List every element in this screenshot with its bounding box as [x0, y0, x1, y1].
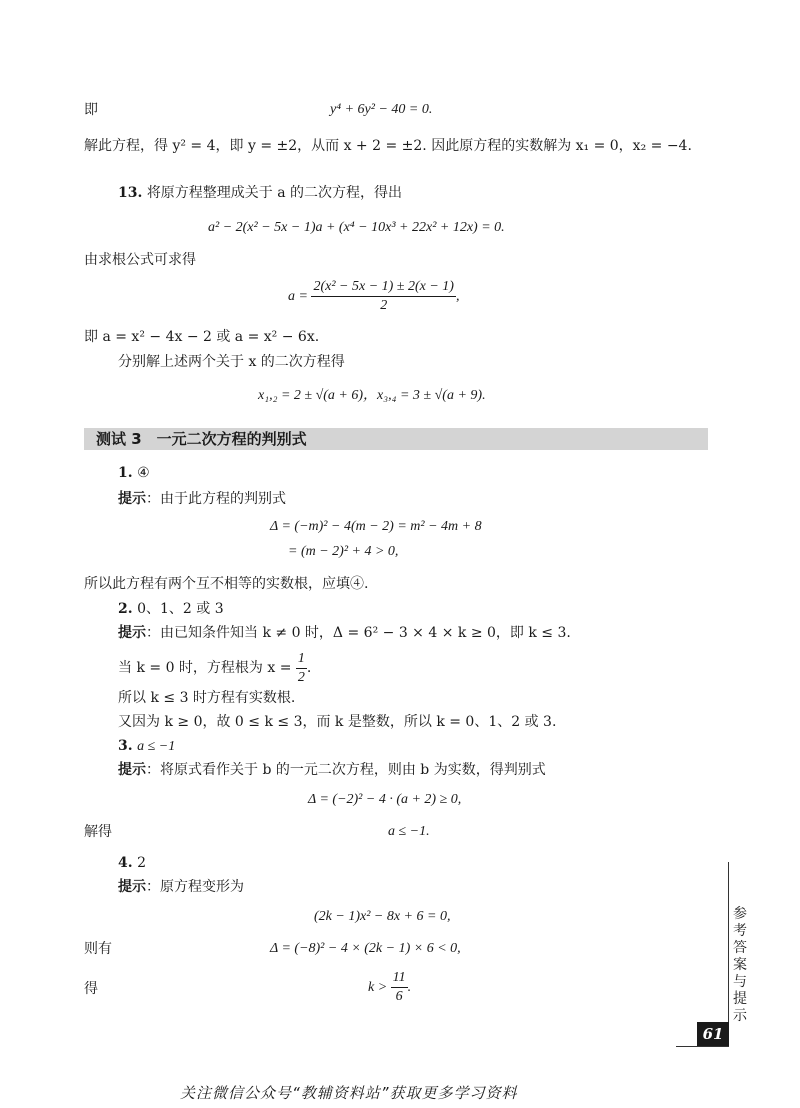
page-number: 61 — [697, 1022, 729, 1046]
solve-separately-text: 分别解上述两个关于 x 的二次方程得 — [118, 354, 345, 370]
q4-get-label: 得 — [84, 981, 98, 997]
quadratic-formula — [288, 277, 459, 317]
hint-label: 提示 — [118, 762, 146, 778]
equation-y: y⁴ + 6y² − 40 = 0. — [330, 102, 433, 117]
q3-hint — [118, 760, 546, 780]
sidebar-divider — [728, 862, 729, 1042]
sidebar-chapter-label: 参考答案与提示 — [733, 906, 747, 1024]
q1-hint — [118, 489, 286, 509]
question-number: 3. — [118, 738, 133, 754]
hint-label: 提示 — [118, 491, 146, 507]
q2-hint — [118, 623, 571, 643]
hint-text: ：由于此方程的判别式 — [146, 491, 286, 507]
label-ji: 即 — [84, 102, 98, 118]
answer-value: 2 — [137, 855, 146, 871]
answer-value: 0、1、2 或 3 — [137, 601, 224, 617]
fraction-numerator: 11 — [391, 969, 408, 988]
q4-transformed-equation: (2k − 1)x² − 8x + 6 = 0, — [314, 909, 451, 924]
q4-answer — [118, 853, 146, 873]
quadratic-in-a: a² − 2(x² − 5x − 1)a + (x⁴ − 10x³ + 22x² + 12x) = 0. — [208, 220, 505, 235]
fraction — [296, 650, 307, 687]
solution-text: 解此方程，得 y² = 4，即 y = ±2，从而 x + 2 = ±2. 因此原方程的实数解为 x₁ = 0，x₂ = −4. — [84, 138, 692, 154]
section-title: 测试 3 一元二次方程的判别式 — [96, 430, 307, 448]
q3-discriminant: Δ = (−2)² − 4 · (a + 2) ≥ 0, — [308, 792, 462, 807]
fraction-denominator: 2 — [380, 298, 388, 314]
problem-number: 13. — [118, 185, 143, 201]
fraction-denominator: 2 — [297, 669, 305, 685]
fraction — [391, 969, 408, 1006]
question-number: 4. — [118, 855, 133, 871]
fraction-numerator: 2(x² − 5x − 1) ± 2(x − 1) — [311, 278, 456, 297]
fraction — [311, 278, 456, 315]
problem-13-intro — [118, 183, 402, 203]
q4-then-label: 则有 — [84, 941, 112, 957]
q1-answer — [118, 463, 150, 483]
formula-lhs: a = — [288, 289, 308, 304]
footer-watermark: 关注微信公众号“教辅资料站”获取更多学习资料 — [180, 1084, 518, 1102]
question-number: 1. — [118, 465, 133, 481]
text-after-fraction: . — [407, 980, 412, 995]
question-number: 2. — [118, 601, 133, 617]
q2-integer-line: 又因为 k ≥ 0，故 0 ≤ k ≤ 3，而 k 是整数，所以 k = 0、1、2 或 3. — [118, 714, 557, 730]
hint-label: 提示 — [118, 879, 146, 895]
hint-text: ：原方程变形为 — [146, 879, 244, 895]
q4-discriminant: Δ = (−8)² − 4 × (2k − 1) × 6 < 0, — [270, 941, 461, 956]
hint-text: ：由已知条件知当 k ≠ 0 时，Δ = 6² − 3 × 4 × k ≥ 0，即 k ≤ 3. — [146, 625, 571, 641]
q4-result — [368, 966, 411, 1010]
text-before-fraction: 当 k = 0 时，方程根为 x = — [118, 660, 292, 676]
text-after-fraction: . — [306, 660, 312, 676]
q3-answer — [118, 736, 175, 757]
q1-conclusion: 所以此方程有两个互不相等的实数根，应填④. — [84, 576, 369, 592]
formula-intro: 由求根公式可求得 — [84, 252, 196, 268]
text-before-fraction: k > — [368, 980, 388, 995]
page-number-rule — [676, 1046, 729, 1047]
q2-real-roots-line: 所以 k ≤ 3 时方程有实数根. — [118, 690, 296, 706]
q2-answer — [118, 599, 224, 619]
hint-text: ：将原式看作关于 b 的一元二次方程，则由 b 为实数，得判别式 — [146, 762, 546, 778]
formula-tail: , — [455, 289, 460, 304]
q2-k-zero-line — [118, 648, 311, 688]
roots-in-a: 即 a = x² − 4x − 2 或 a = x² − 6x. — [84, 329, 320, 345]
hint-label: 提示 — [118, 625, 146, 641]
q1-discriminant-line1: Δ = (−m)² − 4(m − 2) = m² − 4m + 8 — [270, 519, 482, 534]
fraction-numerator: 1 — [296, 650, 307, 669]
final-roots: x₁,₂ = 2 ± √(a + 6)，x₃,₄ = 3 ± √(a + 9). — [258, 388, 486, 403]
q4-hint — [118, 877, 244, 897]
q3-solve-label: 解得 — [84, 824, 112, 840]
q1-discriminant-line2: = (m − 2)² + 4 > 0, — [288, 544, 399, 559]
answer-value: a ≤ −1 — [137, 739, 176, 754]
problem-text: 将原方程整理成关于 a 的二次方程，得出 — [146, 185, 403, 201]
answer-value: ④ — [137, 465, 150, 481]
q3-solve-result: a ≤ −1. — [388, 824, 430, 839]
fraction-denominator: 6 — [395, 989, 403, 1005]
